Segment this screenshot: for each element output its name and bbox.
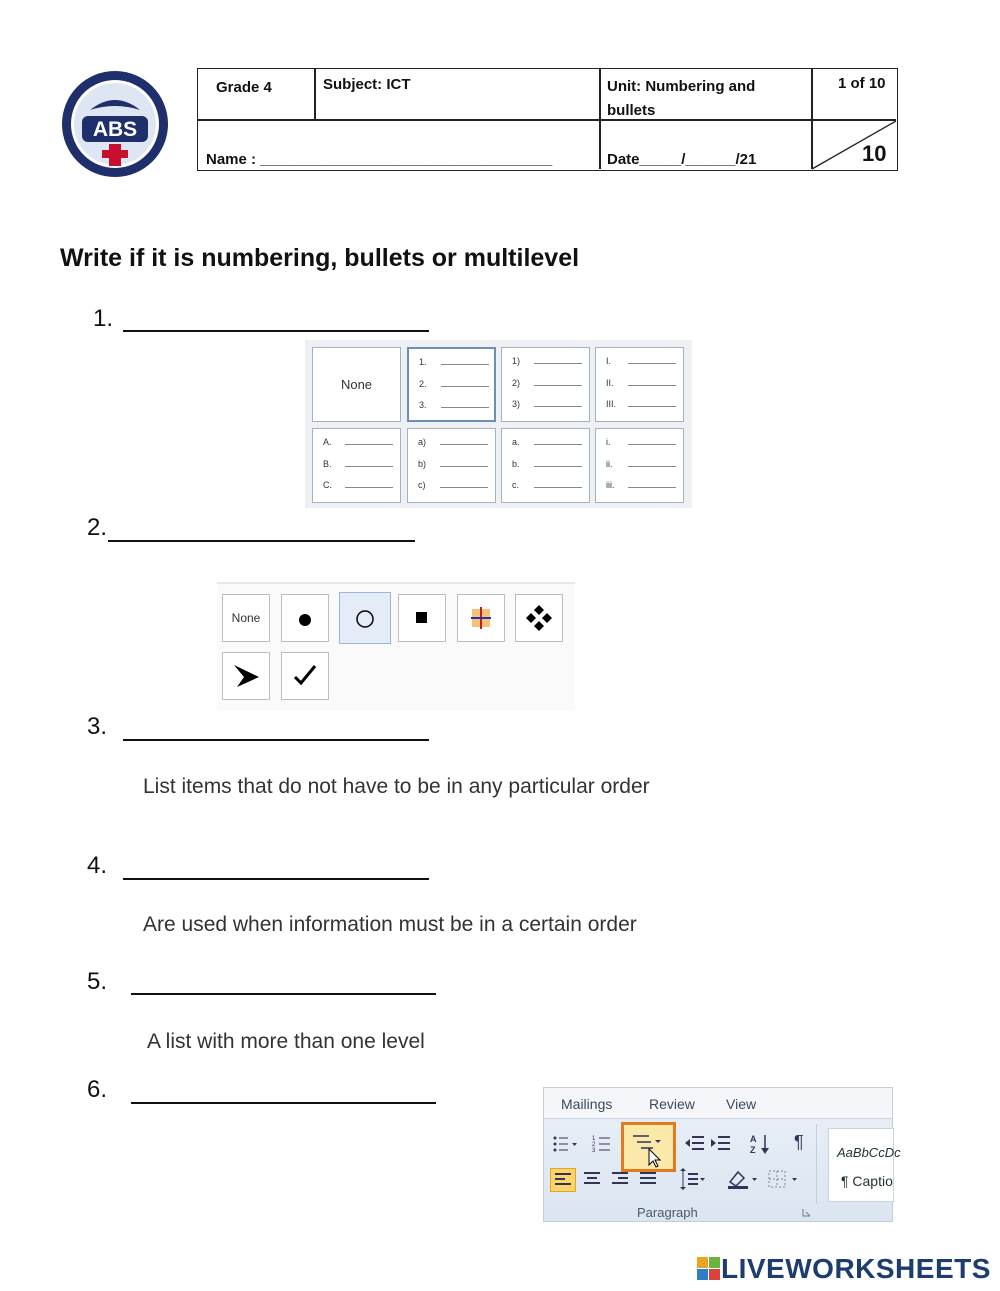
unit-label: Unit: Numbering and bullets [607,78,756,119]
score-total: 10 [862,141,887,166]
style-gallery[interactable] [828,1128,901,1202]
checkmark-icon[interactable] [281,652,329,700]
page-indicator: 1 of 10 [838,75,886,92]
arrowhead-icon[interactable] [222,652,270,700]
numbering-style-decimal-paren[interactable]: 1) 2) 3) [501,347,590,422]
answer-blank-6[interactable] [131,1102,436,1104]
page-title: Write if it is numbering, bullets or multilevel [60,244,580,272]
svg-text:A: A [750,1134,757,1144]
tab-mailings[interactable]: Mailings [561,1096,613,1112]
numbering-icon[interactable] [592,1134,618,1154]
header-table [197,68,898,171]
question-description: Are used when information must be in a certain order [143,913,637,936]
liveworksheets-logo-icon [697,1257,721,1281]
svg-text:3: 3 [592,1148,596,1154]
question-number: 2. [87,514,108,541]
name-field[interactable]: Name : ___________________________________ [206,151,553,168]
question-number: 3. [87,713,108,740]
style-preview: AaBbCcDc [837,1145,901,1160]
increase-indent-icon[interactable] [710,1134,732,1154]
star-bullet-icon[interactable] [457,594,505,642]
answer-blank-3[interactable] [123,739,429,741]
numbering-style-decimal-dot[interactable]: 1. 2. 3. [407,347,496,422]
tab-review[interactable]: Review [649,1096,695,1112]
svg-text:2: 2 [592,1142,596,1148]
numbering-style-upper-roman[interactable]: I. II. III. [595,347,684,422]
numbering-style-lower-alpha-paren[interactable]: a) b) c) [407,428,496,503]
bullet-none[interactable]: None [222,594,270,642]
subject-label: Subject: ICT [323,76,411,93]
filled-circle-icon[interactable] [281,594,329,642]
line-spacing-icon[interactable] [676,1168,706,1190]
liveworksheets-watermark [697,1253,991,1285]
bullets-icon[interactable] [552,1134,578,1154]
question-description: List items that do not have to be in any particular order [143,775,650,798]
align-center-icon[interactable] [580,1168,604,1190]
question-number: 5. [87,968,108,995]
word-ribbon [543,1087,901,1222]
question-number: 1. [93,305,114,332]
align-left-icon [551,1169,575,1191]
align-right-icon[interactable] [608,1168,632,1190]
answer-blank-4[interactable] [123,878,429,880]
shading-icon[interactable] [726,1168,760,1190]
multilevel-list-button[interactable] [621,1122,676,1172]
tab-view[interactable]: View [726,1096,757,1112]
numbering-style-lower-alpha-dot[interactable]: a. b. c. [501,428,590,503]
school-logo [60,70,170,178]
group-label-paragraph: Paragraph [637,1205,698,1220]
numbering-style-upper-alpha[interactable]: A. B. C. [312,428,401,503]
answer-blank-1[interactable] [123,330,429,332]
grade-label: Grade 4 [216,79,272,96]
numbering-none[interactable]: None [312,347,401,422]
answer-blank-5[interactable] [131,993,436,995]
borders-icon[interactable] [766,1168,802,1190]
question-description: A list with more than one level [147,1030,425,1053]
logo-text: ABS [92,118,138,141]
show-formatting-icon[interactable]: ¶ [794,1132,804,1152]
question-number: 4. [87,852,108,879]
justify-icon[interactable] [636,1168,660,1190]
numbering-gallery [305,340,692,508]
diamond-cluster-icon[interactable] [515,594,563,642]
bullet-gallery [217,582,575,710]
multilevel-list-icon [631,1131,671,1167]
decrease-indent-icon[interactable] [684,1134,706,1154]
sort-icon[interactable] [750,1132,772,1156]
numbering-style-lower-roman[interactable]: i. ii. iii. [595,428,684,503]
svg-text:1: 1 [592,1136,596,1142]
svg-text:Z: Z [750,1145,756,1155]
answer-blank-2[interactable] [108,540,415,542]
align-left-button[interactable] [550,1168,576,1192]
date-field[interactable]: Date_____/______/21 [607,151,757,168]
hollow-circle-icon[interactable] [339,592,391,644]
filled-square-icon[interactable] [398,594,446,642]
style-name: ¶ Captio [841,1173,893,1189]
watermark-text: LIVEWORKSHEETS [721,1253,991,1284]
dialog-launcher-icon[interactable] [802,1208,812,1218]
question-number: 6. [87,1076,108,1103]
